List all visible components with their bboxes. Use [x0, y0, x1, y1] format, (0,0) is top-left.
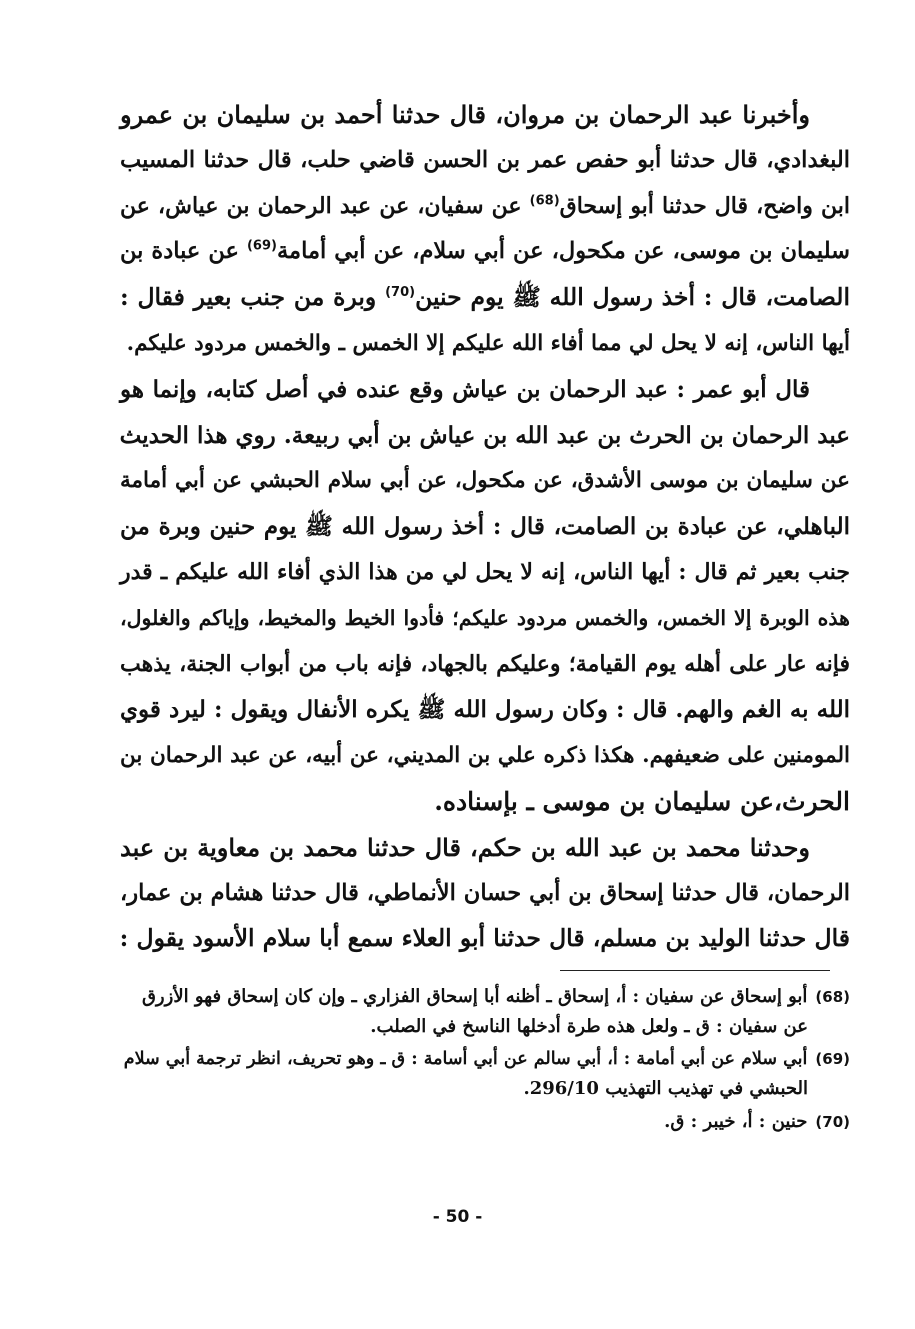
footnotes: [120, 982, 850, 1141]
footnote-68: [120, 982, 850, 1041]
text-line: جنب بعير ثم قال : أيها الناس، إنه لا يحل لي من هذا الذي أفاء الله عليكم ـ قدر: [120, 558, 850, 585]
paragraph-1: [120, 92, 850, 367]
text-segment: عن سفيان، عن عبد الرحمان بن عياش، عن: [120, 192, 530, 219]
text-line: [120, 275, 850, 321]
footnote-line: [120, 1045, 850, 1074]
text-line: [120, 229, 850, 275]
text-line: وحدثنا محمد بن عبد الله بن حكم، قال حدثنا محمد بن معاوية بن عبد: [120, 832, 810, 862]
footnote-line: عن سفيان : ق ـ ولعل هذه طرة أدخلها الناسخ في الصلب.: [370, 1016, 808, 1037]
text-line: [120, 184, 850, 230]
footnote-text: أبو إسحاق عن سفيان : أ، إسحاق ـ أظنه أبا إسحاق الفزاري ـ وإن كان إسحاق فهو الأزرق: [141, 986, 808, 1007]
footnote-69: [120, 1045, 850, 1103]
text-line: المومنين على ضعيفهم. هكذا ذكره علي بن المديني، عن أبيه، عن عبد الرحمان بن: [120, 743, 850, 769]
text-line: وأخبرنا عبد الرحمان بن مروان، قال حدثنا أحمد بن سليمان بن عمرو: [120, 100, 810, 129]
footnote-number: (70): [815, 1113, 850, 1131]
text-segment: ابن واضح، قال حدثنا أبو إسحاق: [559, 192, 850, 219]
footnote-ref-69[interactable]: (69): [246, 238, 277, 254]
text-line: قال حدثنا الوليد بن مسلم، قال حدثنا أبو العلاء سمع أبا سلام الأسود يقول :: [119, 924, 850, 953]
text-segment: سليمان بن موسى، عن مكحول، عن أبي سلام، عن أبي أمامة: [276, 238, 850, 265]
text-segment: وبرة من جنب بعير فقال :: [120, 283, 386, 312]
footnote-line: [120, 982, 850, 1012]
text-segment: الصامت، قال : أخذ رسول الله ﷺ يوم حنين: [415, 283, 850, 312]
text-line: عبد الرحمان بن الحرث بن عبد الله بن عياش بن أبي ربيعة. روي هذا الحديث: [119, 421, 850, 449]
footnote-line: الحبشي في تهذيب التهذيب 296/10.: [523, 1078, 808, 1099]
page-number: - 50 -: [432, 1207, 483, 1227]
text-line: الله به الغم والهم. قال : وكان رسول الله ﷺ يكره الأنفال ويقول : ليرد قوي: [120, 696, 850, 724]
text-line: الرحمان، قال حدثنا إسحاق بن أبي حسان الأنماطي، قال حدثنا هشام بن عمار،: [120, 879, 850, 906]
footnote-line: [120, 1107, 850, 1137]
footnote-text: حنين : أ، خيبر : ق.: [664, 1111, 808, 1132]
text-line: قال أبو عمر : عبد الرحمان بن عياش وقع عنده في أصل كتابه، وإنما هو: [120, 375, 810, 403]
paragraph-2: [120, 367, 850, 825]
footnote-divider: [560, 970, 830, 971]
main-text: [120, 92, 850, 962]
text-line: الحرث،عن سليمان بن موسى ـ بإسناده.: [434, 786, 850, 816]
text-line: هذه الوبرة إلا الخمس، والخمس مردود عليكم؛ فأدوا الخيط والمخيط، وإياكم والغلول،: [120, 605, 850, 630]
footnote-70: [120, 1107, 850, 1137]
footnote-number: (69): [815, 1050, 850, 1068]
text-line: الباهلي، عن عبادة بن الصامت، قال : أخذ رسول الله ﷺ يوم حنين وبرة من: [120, 513, 850, 541]
text-line: فإنه عار على أهله يوم القيامة؛ وعليكم بالجهاد، فإنه باب من أبواب الجنة، يذهب: [120, 650, 850, 677]
paragraph-3: [120, 825, 850, 962]
footnote-ref-68[interactable]: (68): [529, 193, 560, 209]
footnote-number: (68): [815, 988, 850, 1006]
text-segment: عن عبادة بن: [120, 238, 247, 265]
text-line: البغدادي، قال حدثنا أبو حفص عمر بن الحسن قاضي حلب، قال حدثنا المسيب: [120, 146, 850, 173]
footnote-text: أبي سلام عن أبي أمامة : أ، أبي سالم عن أبي أسامة : ق ـ وهو تحريف، انظر ترجمة أبي سلام: [123, 1049, 808, 1069]
text-line: أيها الناس، إنه لا يحل لي مما أفاء الله عليكم إلا الخمس ـ والخمس مردود عليكم.: [126, 330, 850, 356]
text-line: عن سليمان بن موسى الأشدق، عن مكحول، عن أبي سلام الحبشي عن أبي أمامة: [120, 468, 850, 494]
footnote-ref-70[interactable]: (70): [385, 285, 416, 301]
